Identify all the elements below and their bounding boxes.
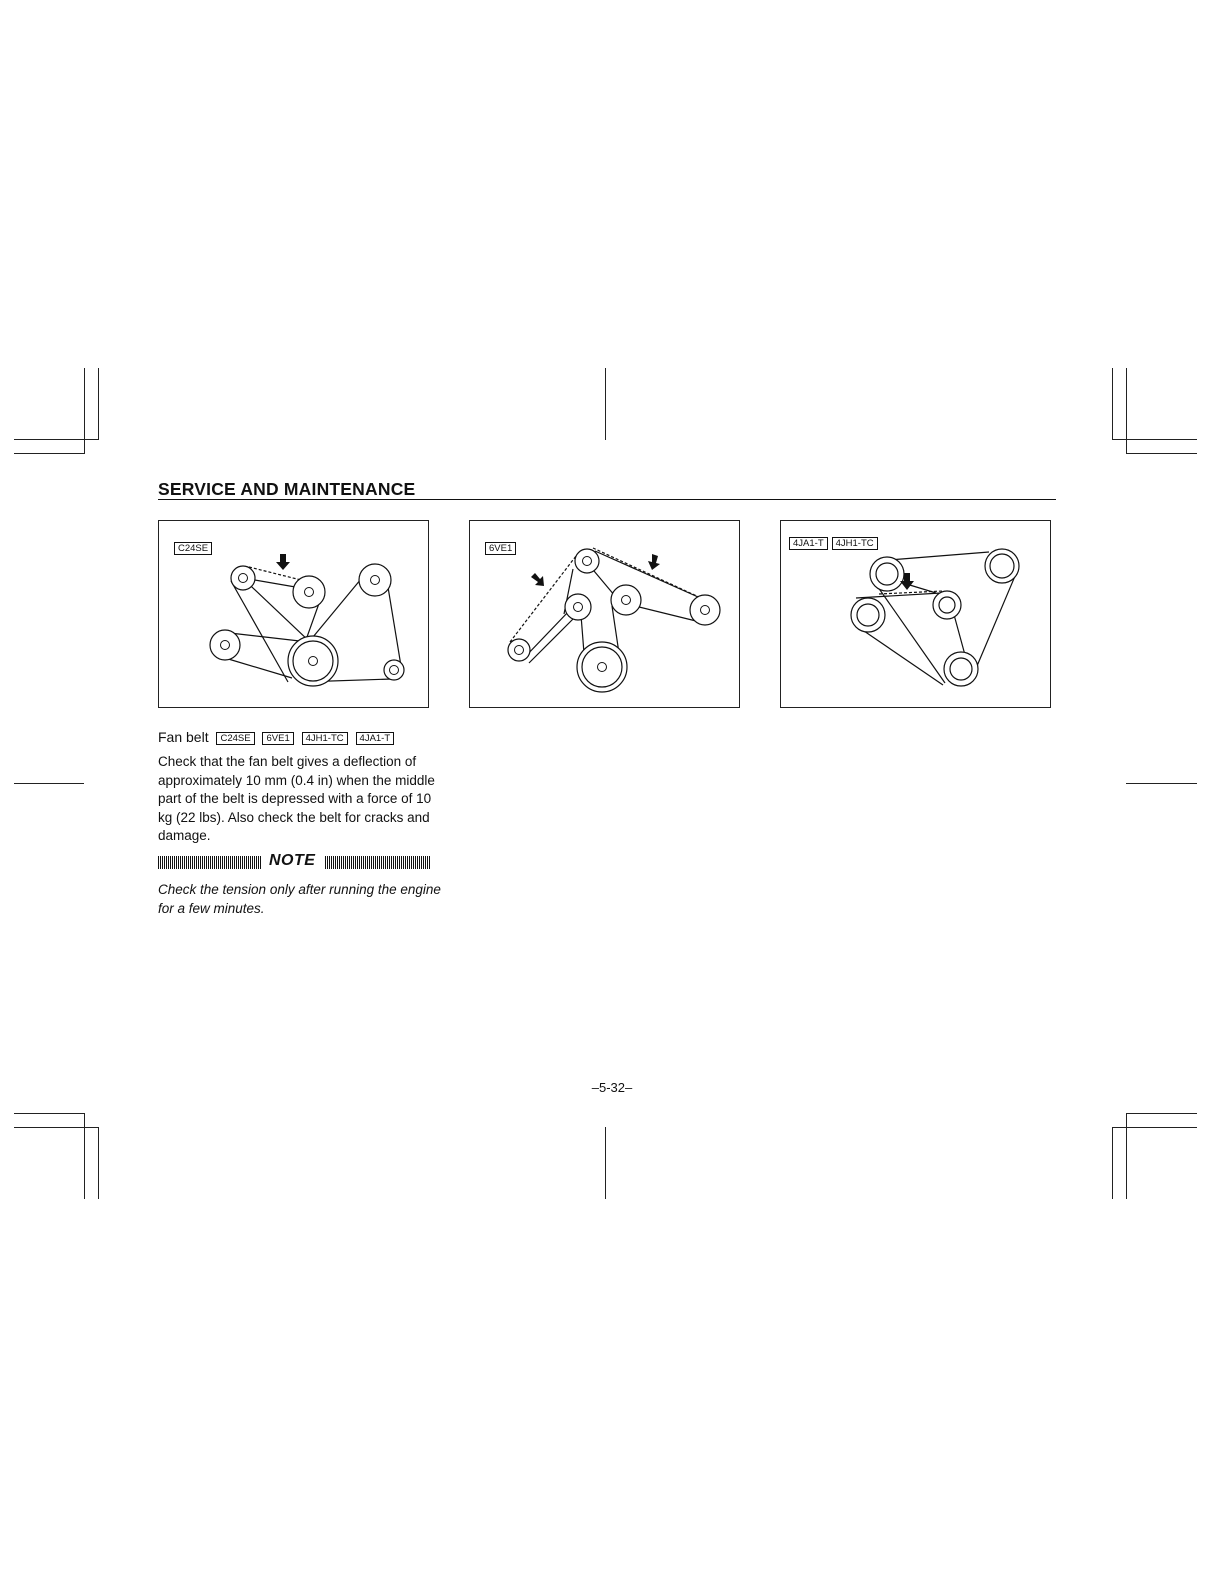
engine-tag: 6VE1	[485, 542, 516, 555]
note-label: NOTE	[269, 852, 316, 869]
title-underline	[158, 499, 1056, 500]
fan-belt-instructions: Check that the fan belt gives a deflection of approximately 10 mm (0.4 in) when the middle part of the belt is depressed with a force of 10 kg (22 lbs). Also check the belt for cracks and damage.	[158, 754, 435, 843]
fan-belt-label: Fan belt	[158, 729, 209, 745]
engine-tag: C24SE	[216, 732, 254, 745]
engine-tag: C24SE	[174, 542, 212, 555]
engine-tags	[485, 538, 516, 556]
engine-tag: 4JH1-TC	[302, 732, 348, 745]
press-arrow-icon	[648, 554, 660, 570]
note-text: Check the tension only after running the engine for a few minutes.	[158, 882, 441, 916]
press-arrow-icon	[531, 573, 544, 586]
note-bars-left	[158, 856, 262, 869]
engine-tag: 4JA1-T	[789, 537, 828, 550]
press-arrow-icon	[276, 554, 290, 570]
engine-tags	[789, 533, 878, 551]
fan-belt-heading	[158, 729, 394, 745]
note-banner	[158, 852, 430, 872]
engine-tag: 4JH1-TC	[832, 537, 878, 550]
figure-4ja1-4jh1	[780, 520, 1051, 708]
engine-tags	[174, 538, 212, 556]
page-title: SERVICE AND MAINTENANCE	[158, 479, 416, 499]
page-number: –5-32–	[591, 1080, 633, 1095]
engine-tag: 6VE1	[262, 732, 293, 745]
figure-6ve1	[469, 520, 740, 708]
note-bars-right	[325, 856, 430, 869]
engine-tag: 4JA1-T	[356, 732, 395, 745]
figure-c24se	[158, 520, 429, 708]
